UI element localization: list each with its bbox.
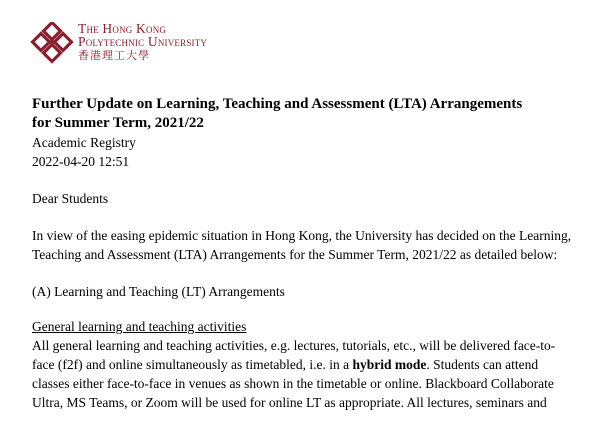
university-logo <box>30 22 207 66</box>
intro-line-1: In view of the easing epidemic situation in Hong Kong, the University has decided on the Learning, <box>32 228 572 243</box>
author: Academic Registry <box>32 135 136 150</box>
publish-datetime: 2022-04-20 12:51 <box>32 154 130 169</box>
announcement-title <box>32 95 572 133</box>
body-line-1: All general learning and teaching activities, e.g. lectures, tutorials, etc., will be delivered face-to- <box>32 338 556 353</box>
hybrid-mode-emphasis: hybrid mode <box>352 357 427 372</box>
subsection-heading: General learning and teaching activities <box>32 319 247 334</box>
announcement-body <box>32 95 572 412</box>
body-line-3: classes either face-to-face in venues as shown in the timetable or online. Blackboard Collaborate <box>32 376 554 391</box>
intro-paragraph <box>32 226 572 264</box>
university-name-en-line2: Polytechnic University <box>78 34 208 49</box>
body-line-4: Ultra, MS Teams, or Zoom will be used for online LT as appropriate. All lectures, seminars and <box>32 395 547 410</box>
body-line-2-post: . Students can attend <box>426 357 539 372</box>
section-heading: (A) Learning and Teaching (LT) Arrangements <box>32 284 285 299</box>
intro-line-2: Teaching and Assessment (LTA) Arrangements for the Summer Term, 2021/22 as detailed below: <box>32 247 558 262</box>
polyu-logo-icon <box>30 22 74 66</box>
university-name-en-line1: The Hong Kong <box>78 21 167 36</box>
body-paragraph <box>32 336 572 412</box>
salutation: Dear Students <box>32 191 109 206</box>
university-name-zh: 香港理工大學 <box>78 49 150 62</box>
title-line-2: for Summer Term, 2021/22 <box>32 115 204 131</box>
body-line-2-pre: face (f2f) and online simultaneously as timetabled, i.e. in a <box>32 357 353 372</box>
university-name <box>78 22 207 62</box>
title-line-1: Further Update on Learning, Teaching and Assessment (LTA) Arrangements <box>32 96 523 112</box>
